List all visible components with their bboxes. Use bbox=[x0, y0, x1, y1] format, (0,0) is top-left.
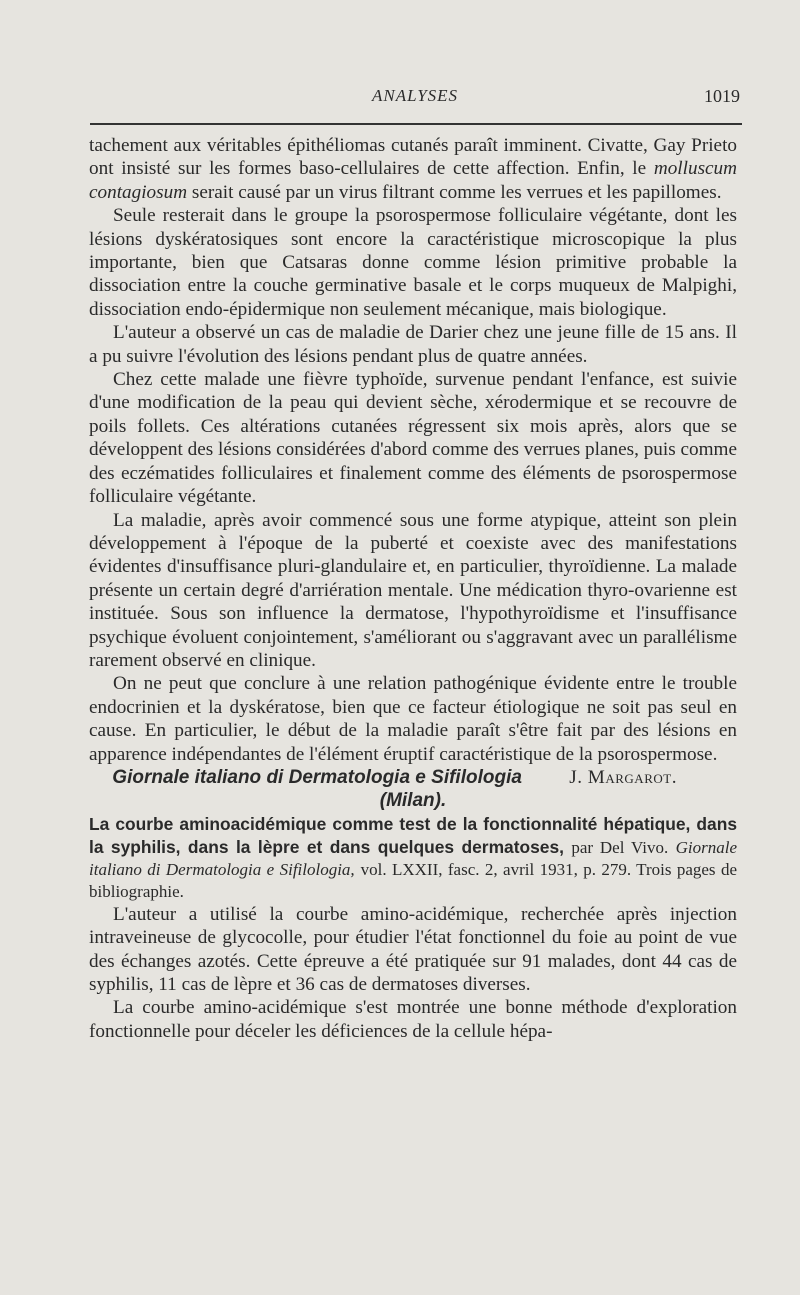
paragraph: L'auteur a utilisé la courbe amino-acidémique, recherchée après injection intraveineuse de glycocolle, pour étudier l'état fonctionnel du foie au point de vue des échanges azotés. Cette épreuve a été pratiquée sur 91 malades, dont 44 cas de syphilis, 11 cas de lèpre et 36 cas de dermatoses diverses. bbox=[89, 903, 737, 995]
running-title: ANALYSES bbox=[371, 86, 459, 105]
paragraph: La courbe amino-acidémique s'est montrée une bonne méthode d'exploration fonctionnelle pour déceler les déficiences de la cellule hépa- bbox=[89, 997, 737, 1042]
article-reference: La courbe aminoacidémique comme test de la fonctionnalité hépatique, dans la syphilis, dans la lèpre et dans quelques dermatoses, par Del Vivo. Giornale italiano di Dermatologia e Sifilologia, vol. LXXII, fasc. 2, avril 1931, p. 279. Trois pages de bibliographie. bbox=[89, 813, 737, 901]
paragraph: L'auteur a observé un cas de maladie de Darier chez une jeune fille de 15 ans. Il a pu suivre l'évolution des lésions pendant plus de quatre années. bbox=[89, 322, 737, 367]
paragraph: tachement aux véritables épithéliomas cutanés paraît imminent. Civatte, Gay Prieto ont insisté sur les formes baso-cellulaires de cette affection. Enfin, le molluscum contagiosum serait causé par un virus filtrant comme les verrues et les papillomes. bbox=[89, 135, 737, 203]
paragraph: Seule resterait dans le groupe la psorospermose folliculaire végétante, dont les lésions dyskératosiques sont encore la caractéristique microscopique la plus importante, bien que Catsaras donne comme lésion primitive probable la dissociation entre la couche germinative basale et le corps muqueux de Malpighi, dissociation endo-épidermique non seulement mécanique, mais biologique. bbox=[89, 205, 737, 320]
paragraph: La maladie, après avoir commencé sous une forme atypique, atteint son plein développement à l'époque de la puberté et coexiste avec des manifestations évidentes d'insuffisance pluri-glandulaire et, en particulier, thyroïdienne. La malade présente un certain degré d'arriération mentale. Une médication thyro-ovarienne est instituée. Sous son influence la dermatose, l'hypothyroïdisme et l'insuffisance psychique évoluent conjointement, s'améliorant ou s'aggravant avec un parallélisme rarement observé en clinique. bbox=[89, 509, 737, 671]
article-title: La courbe aminoacidémique comme test de la fonctionnalité hépatique, dans la syphilis, dans la lèpre et dans quelques dermatoses, bbox=[89, 813, 737, 857]
paragraph: On ne peut que conclure à une relation pathogénique évidente entre le trouble endocrinien et la dyskératose, bien que ce facteur étiologique ne soit pas seul en cause. En particulier, le début de la maladie paraît s'être fait par des lésions en apparence indépendantes de l'élément éruptif caractéristique de la psorospermose. J. Margarot. bbox=[89, 673, 737, 788]
journal-section-title: Giornale italiano di Dermatologia e Sifilologia (Milan). bbox=[112, 766, 522, 812]
paragraph: Chez cette malade une fièvre typhoïde, survenue pendant l'enfance, est suivie d'une modification de la peau qui devient sèche, xérodermique et se recouvre de poils follets. Ces altérations cutanées régressent six mois après, alors que se développent des lésions considérées d'abord comme des verrues planes, puis comme des eczématides folliculaires et finalement comme des éléments de psorospermose folliculaire végétante. bbox=[89, 369, 737, 508]
author-signature: J. Margarot. bbox=[569, 766, 677, 788]
page-header bbox=[90, 86, 740, 116]
header-rule bbox=[90, 123, 742, 125]
page-body bbox=[89, 134, 737, 1043]
page-number: 1019 bbox=[704, 86, 740, 106]
